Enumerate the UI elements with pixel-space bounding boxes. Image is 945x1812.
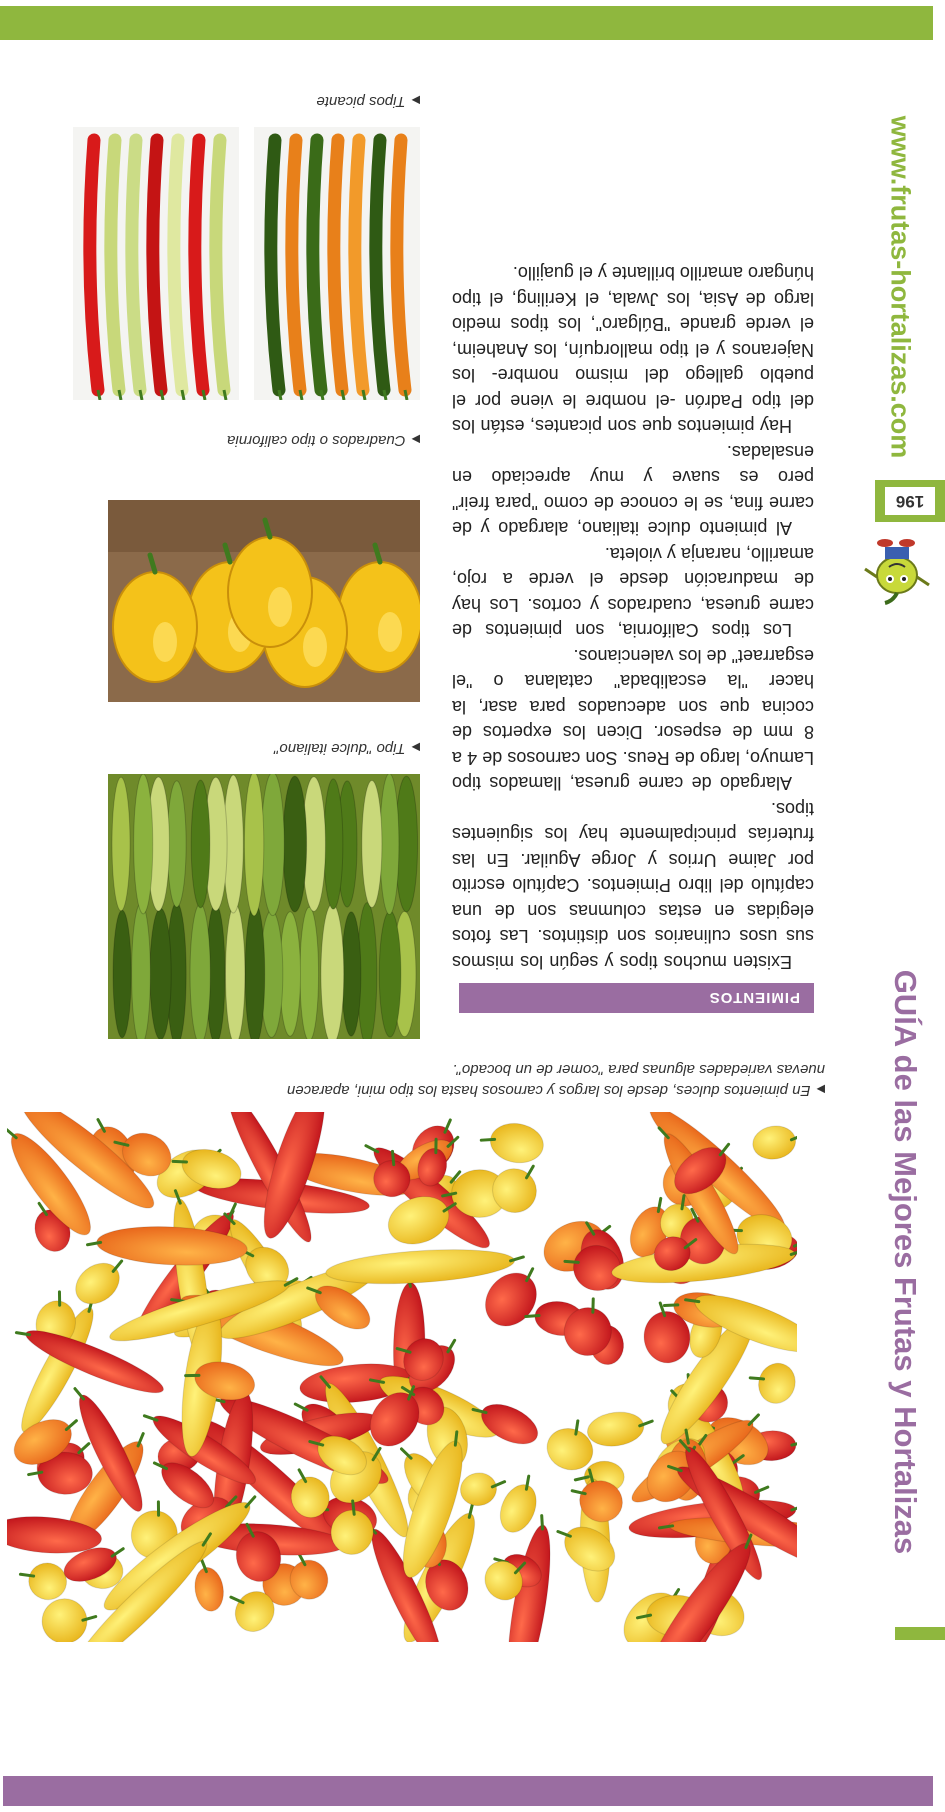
body-paragraph: Al pimiento dulce italiano, alargado y de carne fina, se le conoce de como "para freir" pero es suave y muy apreciado en ensaladas. [452, 442, 814, 539]
hot-peppers-photo [254, 127, 420, 400]
bottom-purple-bar [3, 1776, 933, 1806]
body-paragraph: Alargado de carne gruesa, llamados tipo Lamuyo, largo de Reus. Son carnosos de 4 a 8 mm de espesor. Dicen los expertos de cocina que son adecuados para asar, la hacer "la escalibada" catalana o "el esgarraet" de los valencianos. [452, 646, 814, 794]
hero-caption-text: En pimientos dulces, desde los largos y carnosos hasta los tipo mini, aparacen nuevas variedades algunas para "comer de un bocado". [286, 1061, 825, 1099]
top-green-bar [0, 6, 933, 40]
body-paragraph: Existen muchos tipos y según los mismos sus usos culinarios son distintos. Las fotos elegidas en estas columnas son de una capítulo del libro Pimientos. Capítulo escrito por Jaime Urrios y Jorge Aguilar. En las fruterías principalmente hay los siguientes tipos. [452, 799, 814, 972]
body-paragraph: Hay pimientos que son picantes, están los del tipo Padrón -el nombre le viene por el pueblo gallego del mismo nombre- los Najeranos y el tipo mallorquín, los Anaheim, el verde grande "Búlgaro", los tipos medio largo de Asia, los Jwala, el Keriling, el tipo húngaro amarillo brillante y el guajillo. [452, 263, 814, 437]
caption-arrow-icon: ▶ [411, 741, 420, 753]
website-url-text: www.frutas-hortalizas.com [885, 115, 916, 459]
hot-peppers-photo [73, 127, 239, 400]
page-number: 196 [885, 487, 935, 515]
section-title: PIMIENTOS [708, 989, 800, 1007]
photo-caption-text: Cuadrados o tipo california [227, 432, 406, 449]
section-header [459, 983, 814, 1013]
yellow-california-peppers-photo [108, 500, 420, 702]
caption-arrow-icon: ▶ [411, 433, 420, 445]
pepper-mascot-icon [857, 537, 937, 637]
photo-caption [227, 432, 420, 449]
hero-caption [265, 1059, 825, 1100]
page-number-tab [875, 480, 945, 522]
guide-title [885, 892, 925, 1632]
caption-arrow-icon: ▶ [816, 1083, 825, 1095]
body-paragraph: Los tipos California, son pimientos de carne gruesa, cuadrados y cortos. Los hay de maduración desde el verde a rojo, amarillo, naranja y violeta. [452, 544, 814, 641]
green-italian-peppers-photo [108, 774, 420, 1039]
photo-caption-text: Tipo "dulce italiano" [274, 740, 406, 757]
caption-arrow-icon: ▶ [411, 94, 420, 106]
website-url [880, 92, 920, 482]
guide-title-text: GUÍA de las Mejores Frutas y Hortalizas [888, 969, 923, 1555]
body-text [452, 74, 814, 974]
photo-caption [316, 93, 420, 110]
photo-caption-text: Tipos picante [316, 93, 406, 110]
mixed-peppers-photo [7, 1112, 797, 1642]
photo-caption [274, 740, 420, 757]
